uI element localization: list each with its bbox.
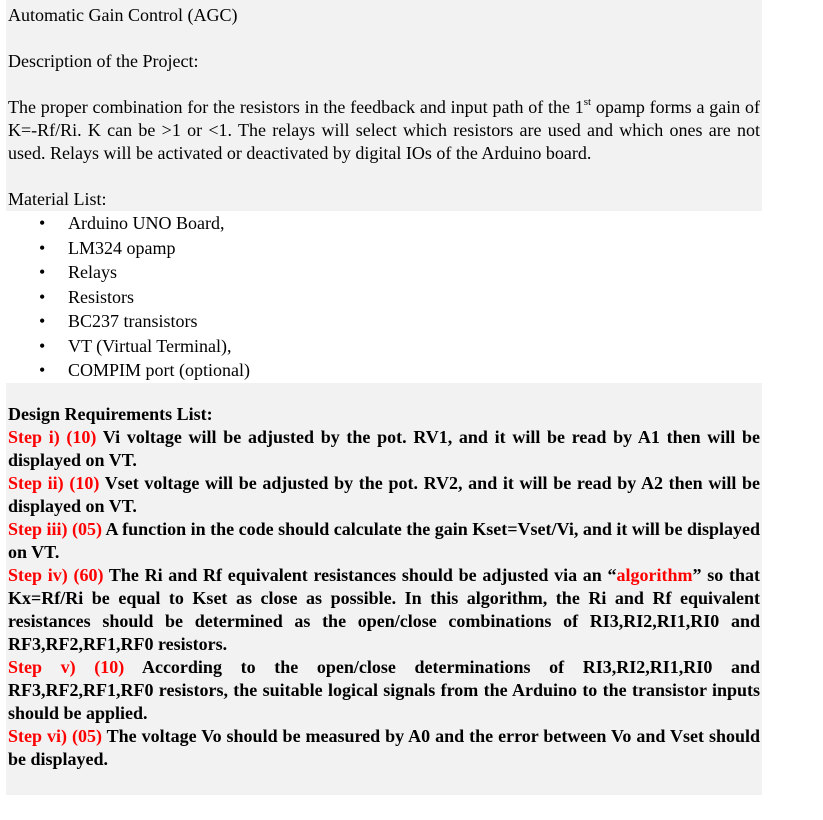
step-2-label: Step ii) (10)	[8, 472, 100, 493]
step-4-label: Step iv) (60)	[8, 564, 104, 585]
step-5-text: According to the open/close determinations of RI3,RI2,RI1,RI0 and RF3,RF2,RF1,RF0 resistors, the suitable logical signals from the Arduino to the transistor inputs should be applied.	[8, 656, 760, 723]
material-item-label: Relays	[68, 262, 117, 282]
material-item-label: LM324 opamp	[68, 237, 176, 258]
description-sup: st	[583, 96, 592, 108]
material-item-label: Arduino UNO Board,	[68, 213, 225, 233]
bullet-icon: •	[39, 262, 46, 282]
document-body	[6, 0, 762, 795]
material-item	[6, 334, 328, 359]
material-item	[6, 211, 328, 236]
step-4	[6, 564, 762, 656]
blank-line	[6, 165, 762, 188]
description-text-2: opamp forms a gain of K=-Rf/Ri. K can be >1 or <1. The relays will select which resistors are used and which ones are not used. Relays will be activated or deactivated by digital IOs of the Arduino board.	[8, 97, 760, 163]
blank-line	[6, 73, 762, 96]
description-paragraph	[6, 96, 762, 165]
bullet-icon: •	[39, 360, 46, 380]
bullet-icon: •	[39, 311, 46, 331]
material-item	[6, 236, 328, 261]
blank-line	[6, 383, 762, 403]
bullet-icon: •	[39, 213, 46, 233]
description-heading: Description of the Project:	[6, 50, 762, 73]
step-6-label: Step vi) (05)	[8, 725, 102, 746]
material-heading: Material List:	[6, 188, 762, 211]
description-text-1: The proper combination for the resistors in the feedback and input path of the 1	[8, 97, 584, 117]
material-item	[6, 358, 328, 383]
material-item-label: VT (Virtual Terminal),	[68, 335, 232, 356]
step-6-text: The voltage Vo should be measured by A0 and the error between Vo and Vset should be displayed.	[8, 725, 761, 769]
step-4-text-after: ” so that Kx=Rf/Ri be equal to Kset as close as possible. In this algorithm, the Ri and Rf equivalent resistances should be determined as the open/close combinations of RI3,RI2,RI1,RI0 and RF3,RF2,RF1,RF0 resistors.	[8, 564, 760, 654]
material-item	[6, 309, 328, 334]
material-item-label: Resistors	[68, 286, 135, 307]
step-2	[6, 472, 762, 518]
material-list	[6, 211, 762, 383]
bullet-icon: •	[39, 335, 46, 356]
step-5-label: Step v) (10)	[8, 656, 125, 677]
bullet-icon: •	[39, 286, 46, 307]
step-5	[6, 656, 762, 725]
step-3-text: A function in the code should calculate the gain Kset=Vset/Vi, and it will be displayed on VT.	[8, 518, 760, 562]
step-4-highlight: algorithm	[616, 564, 693, 585]
blank-line	[6, 27, 762, 50]
step-1	[6, 426, 762, 472]
material-item-label: BC237 transistors	[68, 311, 198, 331]
step-1-text: Vi voltage will be adjusted by the pot. RV1, and it will be read by A1 then will be displayed on VT.	[8, 426, 760, 470]
material-item	[6, 285, 328, 310]
material-item-label: COMPIM port (optional)	[68, 360, 250, 380]
step-3	[6, 518, 762, 564]
step-2-text: Vset voltage will be adjusted by the pot. RV2, and it will be read by A2 then will be displayed on VT.	[8, 472, 760, 516]
bullet-icon: •	[39, 237, 46, 258]
material-item	[6, 260, 328, 285]
step-6	[6, 725, 762, 795]
step-1-label: Step i) (10)	[8, 426, 97, 447]
requirements-heading: Design Requirements List:	[6, 403, 762, 426]
step-3-label: Step iii) (05)	[8, 518, 103, 539]
doc-title: Automatic Gain Control (AGC)	[6, 0, 762, 27]
step-4-text-before: The Ri and Rf equivalent resistances should be adjusted via an “	[103, 564, 617, 585]
